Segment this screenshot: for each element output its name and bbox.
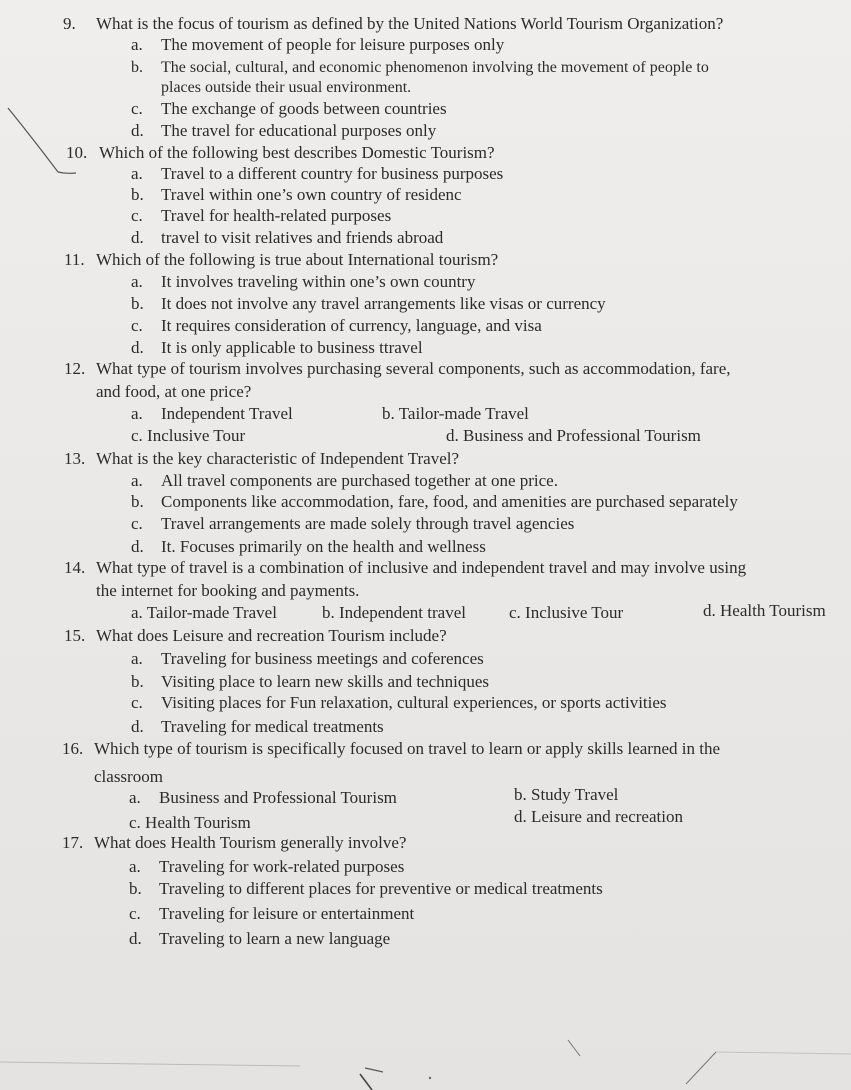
- option-13b: b. Components like accommodation, fare, food, and amenities are purchased separately: [131, 492, 738, 511]
- option-16b: b. Study Travel: [514, 785, 619, 804]
- option-17a: a. Traveling for work-related purposes: [129, 857, 405, 876]
- question-14-cont: the internet for booking and payments.: [96, 581, 360, 600]
- pen-stroke: [568, 1040, 580, 1056]
- option-15c: c. Visiting places for Fun relaxation, cultural experiences, or sports activities: [131, 693, 667, 712]
- option-9a: a. The movement of people for leisure purposes only: [131, 35, 505, 54]
- question-11: 11. Which of the following is true about International tourism?: [64, 250, 499, 269]
- option-14a: a. Tailor-made Travel: [131, 603, 277, 622]
- option-17d: d. Traveling to learn a new language: [129, 929, 391, 948]
- option-14d: d. Health Tourism: [703, 601, 826, 620]
- option-13a: a. All travel components are purchased together at one price.: [131, 471, 558, 490]
- option-12d: d. Business and Professional Tourism: [446, 426, 701, 445]
- question-9: [63, 14, 723, 34]
- option-11d: d. It is only applicable to business ttravel: [131, 338, 423, 357]
- question-12-cont: and food, at one price?: [96, 382, 252, 401]
- question-12: 12. What type of tourism involves purchasing several components, such as accommodation, fare,: [64, 359, 731, 378]
- option-12c: c. Inclusive Tour: [131, 426, 246, 445]
- option-9b: b. The social, cultural, and economic phenomenon involving the movement of people to: [131, 59, 709, 76]
- option-16d: d. Leisure and recreation: [514, 807, 683, 826]
- option-14c: c. Inclusive Tour: [509, 603, 624, 622]
- option-15b: b. Visiting place to learn new skills and techniques: [131, 672, 490, 691]
- option-15d: d. Traveling for medical treatments: [131, 717, 384, 736]
- option-12a: a. Independent Travel: [131, 404, 293, 423]
- option-10b: b. Travel within one’s own country of residenc: [131, 185, 462, 204]
- pen-stroke: [360, 1074, 372, 1090]
- pen-stroke: [8, 108, 58, 172]
- option-17c: c. Traveling for leisure or entertainment: [129, 904, 415, 923]
- question-15: 15. What does Leisure and recreation Tourism include?: [64, 626, 447, 645]
- option-10a: a. Travel to a different country for business purposes: [131, 164, 504, 183]
- option-9d: d. The travel for educational purposes only: [131, 121, 437, 140]
- option-17b: b. Traveling to different places for preventive or medical treatments: [129, 879, 603, 898]
- question-14: 14. What type of travel is a combination of inclusive and independent travel and may involve using: [64, 558, 747, 577]
- question-13: 13. What is the key characteristic of Independent Travel?: [64, 449, 460, 468]
- option-11c: c. It requires consideration of currency, language, and visa: [131, 316, 542, 335]
- pen-stroke: [365, 1068, 383, 1072]
- option-15a: a. Traveling for business meetings and coferences: [131, 649, 484, 668]
- pen-stroke: [0, 1062, 300, 1066]
- question-17: 17. What does Health Tourism generally involve?: [62, 833, 407, 852]
- question-16-cont: classroom: [94, 767, 163, 786]
- pen-stroke: [686, 1052, 716, 1084]
- pen-stroke: [58, 172, 76, 173]
- question-10: 10. Which of the following best describes Domestic Tourism?: [66, 143, 495, 162]
- ink-dot: [429, 1077, 431, 1079]
- option-10d: d. travel to visit relatives and friends abroad: [131, 228, 444, 247]
- option-16a: a. Business and Professional Tourism: [129, 788, 397, 807]
- option-14b: b. Independent travel: [322, 603, 466, 622]
- option-12b: b. Tailor-made Travel: [382, 404, 529, 423]
- option-9c: c. The exchange of goods between countries: [131, 99, 447, 118]
- option-11b: b. It does not involve any travel arrangements like visas or currency: [131, 294, 606, 313]
- option-13c: c. Travel arrangements are made solely through travel agencies: [131, 514, 575, 533]
- question-16: 16. Which type of tourism is specifically focused on travel to learn or apply skills learned in the: [62, 739, 720, 758]
- option-10c: c. Travel for health-related purposes: [131, 206, 392, 225]
- option-11a: a. It involves traveling within one’s own country: [131, 272, 476, 291]
- option-9b-cont: places outside their usual environment.: [161, 79, 412, 96]
- option-16c: c. Health Tourism: [129, 813, 251, 832]
- question-text: What is the focus of tourism as defined by the United Nations World Tourism Organization?: [96, 14, 724, 33]
- pen-stroke: [716, 1052, 851, 1054]
- option-13d: d. It. Focuses primarily on the health and wellness: [131, 537, 486, 556]
- question-number: 9.: [63, 14, 76, 33]
